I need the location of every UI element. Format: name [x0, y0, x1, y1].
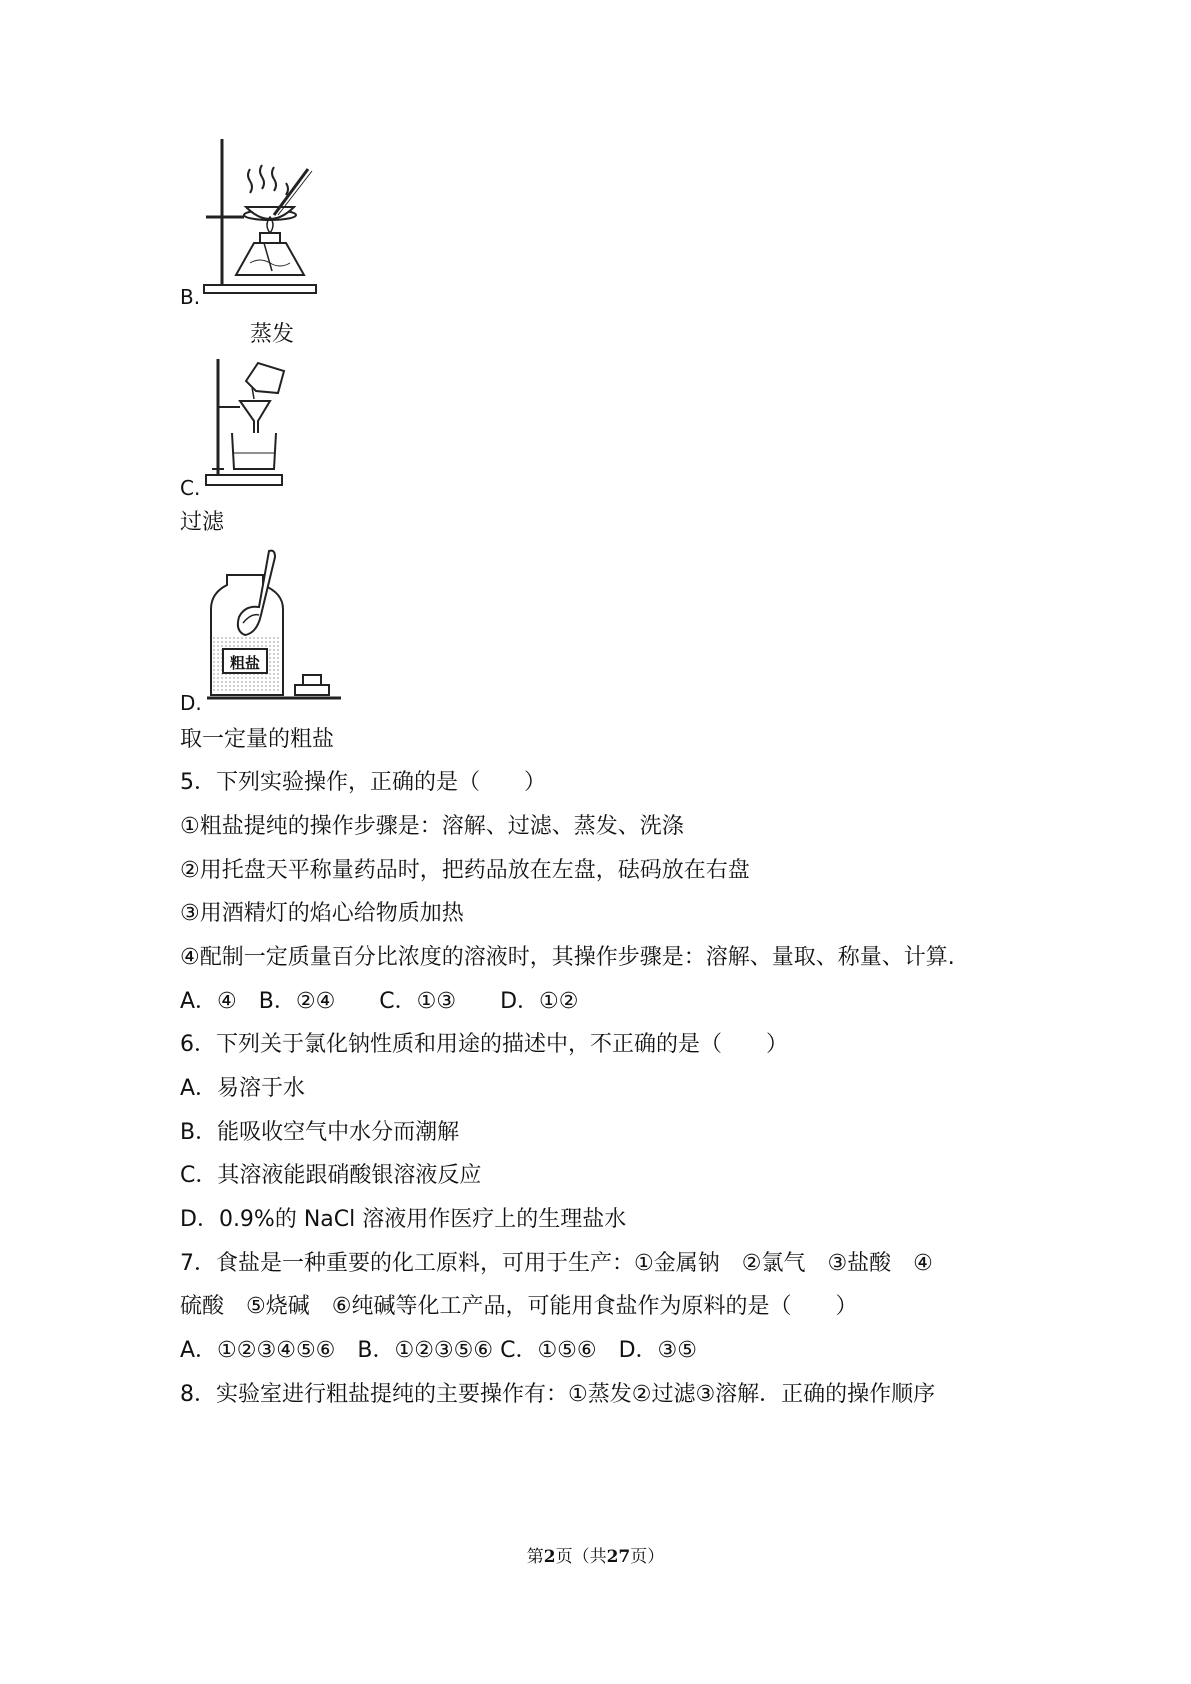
q5-options: A．④ B．②④ C．①③ D．①② [180, 989, 579, 1014]
q8-line-1: 8．实验室进行粗盐提纯的主要操作有：①蒸发②过滤③溶解．正确的操作顺序 [180, 1382, 936, 1407]
q7-options: A．①②③④⑤⑥ B．①②③⑤⑥ C．①⑤⑥ D．③⑤ [180, 1338, 698, 1363]
q6-option-d: D．0.9%的 NaCl 溶液用作医疗上的生理盐水 [180, 1207, 627, 1232]
page-footer [0, 1545, 1191, 1569]
q5-item-3: ③用酒精灯的焰心给物质加热 [180, 901, 464, 926]
footer-total-pages: 27 [606, 1547, 631, 1567]
q7-line-2: 硫酸 ⑤烧碱 ⑥纯碱等化工产品，可能用食盐作为原料的是（ ） [180, 1294, 858, 1319]
figure-d-caption: 取一定量的粗盐 [180, 727, 335, 752]
q5-stem: 5．下列实验操作，正确的是（ ） [180, 770, 546, 795]
reagent-bottle-figure [205, 545, 345, 705]
filtration-apparatus-figure [200, 355, 300, 490]
figure-b-letter: B. [180, 285, 201, 309]
q6-option-a: A．易溶于水 [180, 1076, 306, 1101]
footer-suffix: 页） [630, 1547, 665, 1567]
footer-page-number: 2 [543, 1547, 556, 1567]
bottle-label-text: 粗盐 [229, 654, 261, 672]
q6-stem: 6．下列关于氯化钠性质和用途的描述中，不正确的是（ ） [180, 1032, 788, 1057]
figure-d-letter: D. [180, 691, 202, 715]
footer-prefix: 第 [526, 1547, 544, 1567]
q6-option-c: C．其溶液能跟硝酸银溶液反应 [180, 1163, 482, 1188]
q5-item-1: ①粗盐提纯的操作步骤是：溶解、过滤、蒸发、洗涤 [180, 814, 684, 839]
figure-c-letter: C. [180, 476, 201, 500]
q5-item-4: ④配制一定质量百分比浓度的溶液时，其操作步骤是：溶解、量取、称量、计算. [180, 945, 955, 970]
figure-b-caption: 蒸发 [250, 322, 295, 347]
q5-item-2: ②用托盘天平称量药品时，把药品放在左盘，砝码放在右盘 [180, 858, 750, 883]
figure-c-caption: 过滤 [180, 510, 225, 535]
q6-option-b: B．能吸收空气中水分而潮解 [180, 1120, 460, 1145]
q7-line-1: 7．食盐是一种重要的化工原料，可用于生产：①金属钠 ②氯气 ③盐酸 ④ [180, 1251, 933, 1276]
evaporation-apparatus-figure [200, 135, 340, 300]
footer-middle: 页（共 [555, 1547, 607, 1567]
